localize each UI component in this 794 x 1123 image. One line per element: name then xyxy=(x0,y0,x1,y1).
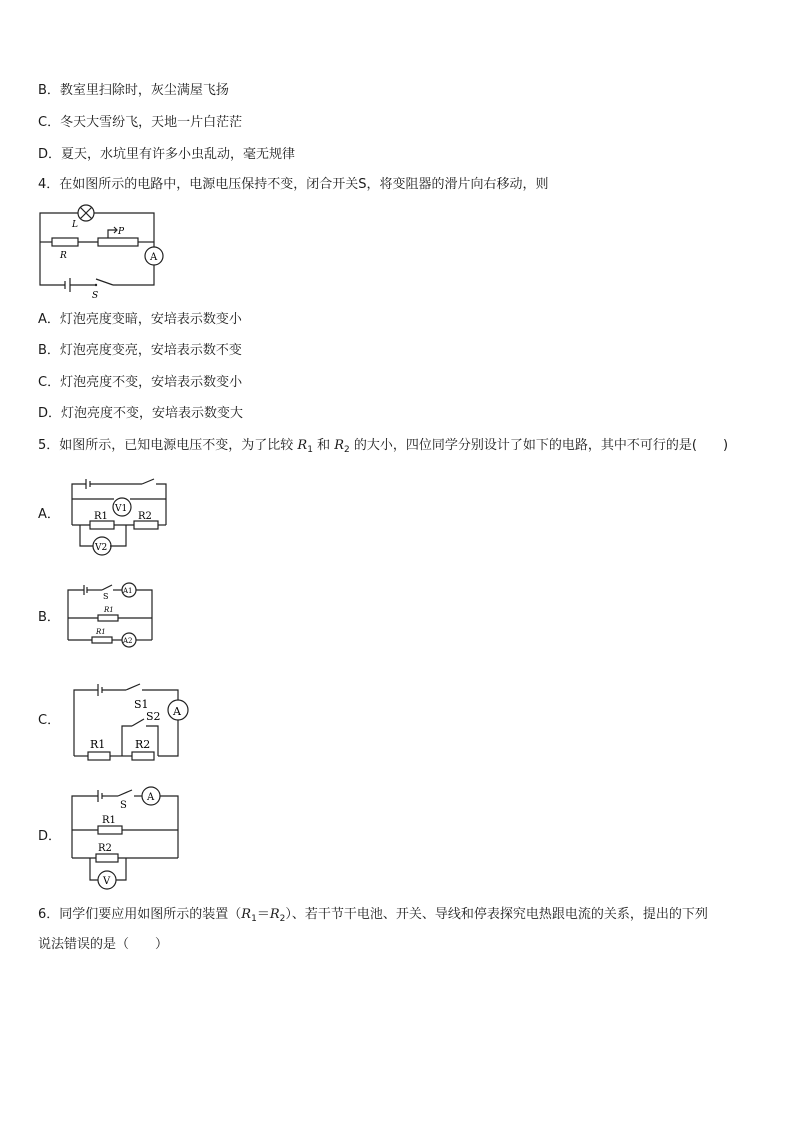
ammeter-label: A xyxy=(173,705,181,718)
q5-circuit-a xyxy=(70,478,170,558)
q6-line2: 说法错误的是（ ） xyxy=(38,937,169,952)
r2-label: R2 xyxy=(135,738,151,751)
r1-label: R1 xyxy=(90,738,106,751)
ammeter-label: A xyxy=(150,252,158,263)
r1-label: R1 xyxy=(104,606,114,614)
q5-label-c: C． xyxy=(38,713,61,728)
switch-s-label: S xyxy=(120,800,127,811)
r1-label: R1 xyxy=(94,511,108,522)
r1-label: R1 xyxy=(102,815,116,826)
q5-label-a: A． xyxy=(38,507,60,522)
resistor-label: R xyxy=(60,251,67,261)
r1-resistor xyxy=(98,826,122,834)
r2-label: R2 xyxy=(98,843,112,854)
q3-option-c: C．冬天大雪纷飞，天地一片白茫茫 xyxy=(38,115,243,130)
q5-stem: 5．如图所示，已知电源电压不变，为了比较 $R_1$ 和 $R_2$ 的大小，四位同学分别设计了如下的电路，其中不可行的是( ) xyxy=(38,438,729,455)
s2-label: S2 xyxy=(146,710,161,723)
q5-circuit-c xyxy=(70,682,220,762)
q3-option-b: B．教室里扫除时，灰尘满屋飞扬 xyxy=(38,83,229,98)
r-lower-label: R1 xyxy=(96,628,106,636)
switch-label: S xyxy=(92,291,99,301)
a2-label: A2 xyxy=(123,637,133,645)
slider-label: P xyxy=(118,227,125,237)
q4-option-d: D．灯泡亮度不变，安培表示数变大 xyxy=(38,406,244,421)
ammeter-label: A xyxy=(147,792,155,803)
q4-stem: 4．在如图所示的电路中，电源电压保持不变，闭合开关S，将变阻器的滑片向右移动，则 xyxy=(38,177,549,192)
resistor-r xyxy=(52,238,78,246)
switch-s-label: S xyxy=(103,592,109,601)
q5-circuit-b xyxy=(66,580,156,652)
q5-label-d: D． xyxy=(38,829,62,844)
r2-resistor xyxy=(134,521,158,529)
r1-resistor xyxy=(98,615,118,621)
lamp-label: L xyxy=(72,220,78,230)
q4-option-c: C．灯泡亮度不变，安培表示数变小 xyxy=(38,375,243,390)
s1-label: S1 xyxy=(134,698,149,711)
v1-label: V1 xyxy=(115,504,128,514)
voltmeter-label: V xyxy=(103,876,111,887)
r2-label: R2 xyxy=(138,511,152,522)
q4-option-b: B．灯泡亮度变亮，安培表示数不变 xyxy=(38,343,242,358)
r-lower-resistor xyxy=(92,637,112,643)
q4-option-a: A．灯泡亮度变暗，安培表示数变小 xyxy=(38,312,242,327)
r1-resistor xyxy=(88,752,110,760)
r1-resistor xyxy=(90,521,114,529)
q6-line1: 6．同学们要应用如图所示的装置$(R_1=R_2)$、若干节干电池、开关、导线和停表探究电热跟电流的关系，提出的下列 xyxy=(38,907,708,924)
q5-circuit-d xyxy=(70,784,182,894)
q3-option-d: D．夏天，水坑里有许多小虫乱动，毫无规律 xyxy=(38,147,296,162)
r2-resistor xyxy=(132,752,154,760)
q5-label-b: B． xyxy=(38,610,60,625)
q4-circuit-diagram xyxy=(38,200,168,302)
r2-resistor xyxy=(96,854,118,862)
rheostat xyxy=(98,238,138,246)
v2-label: V2 xyxy=(95,543,108,553)
a1-label: A1 xyxy=(123,587,133,595)
